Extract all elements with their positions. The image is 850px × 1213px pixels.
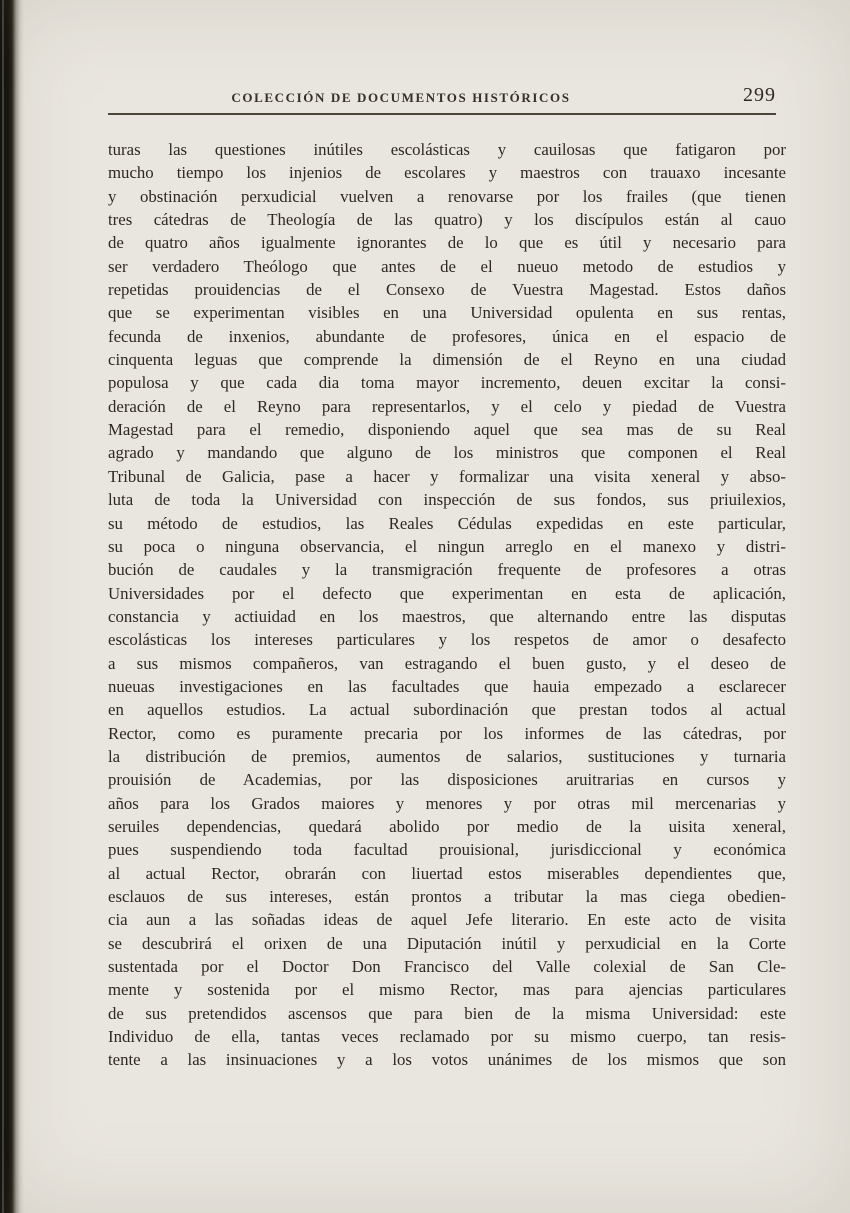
text-line: su método de estudios, las Reales Cédulas expedidas en este particular,: [108, 513, 786, 533]
text-line: se descubrirá el orixen de una Diputación inútil y perxudicial en la Corte: [108, 933, 786, 953]
text-line: mucho tiempo los injenios de escolares y maestros con trauaxo incesante: [108, 163, 786, 183]
page-number: 299: [743, 84, 776, 106]
header-rule: [108, 113, 776, 115]
text-line: en aquellos estudios. La actual subordinación que prestan todos al actual: [108, 700, 786, 720]
text-line: Individuo de ella, tantas veces reclamado por su mismo cuerpo, tan resis-: [108, 1027, 786, 1047]
text-line: Universidades por el defecto que experimentan en esta de aplicación,: [108, 583, 786, 603]
text-line: esclauos de sus intereses, están prontos a tributar la mas ciega obedien-: [108, 887, 786, 906]
text-line: de quatro años igualmente ignorantes de lo que es útil y necesario para: [108, 233, 786, 253]
text-line: bución de caudales y la transmigración frequente de profesores a otras: [108, 560, 786, 580]
body-text: [108, 138, 786, 1072]
text-line: seruiles dependencias, quedará abolido por medio de la uisita xeneral,: [108, 816, 786, 836]
running-header-title: COLECCIÓN DE DOCUMENTOS HISTÓRICOS: [231, 90, 571, 105]
text-line: luta de toda la Universidad con inspección de sus fondos, sus priuilexios,: [108, 490, 786, 510]
text-line: fecunda de inxenios, abundante de profesores, única en el espacio de: [108, 326, 786, 346]
page-header: [108, 84, 784, 114]
text-line: tres cátedras de Theología de las quatro) y los discípulos están al cauo: [108, 210, 786, 230]
text-line: años para los Grados maiores y menores y por otras mil mercenarias y: [108, 793, 786, 813]
text-line: su poca o ninguna observancia, el ningun arreglo en el manexo y distri-: [108, 536, 786, 556]
text-line: populosa y que cada dia toma mayor incremento, deuen excitar la consi-: [108, 373, 786, 393]
text-line: nueuas investigaciones en las facultades que hauia empezado a esclarecer: [108, 676, 786, 696]
text-line: sustentada por el Doctor Don Francisco del Valle colexial de San Cle-: [108, 957, 786, 977]
text-line: repetidas prouidencias de el Consexo de Vuestra Magestad. Estos daños: [108, 280, 786, 300]
text-line: y obstinación perxudicial vuelven a renovarse por los frailes (que tienen: [108, 186, 786, 206]
text-line: pues suspendiendo toda facultad prouisional, jurisdiccional y económica: [108, 840, 786, 860]
text-line: que se experimentan visibles en una Universidad opulenta en sus rentas,: [108, 303, 786, 323]
text-line: cia aun a las soñadas ideas de aquel Jefe literario. En este acto de visita: [108, 910, 786, 930]
text-line: a sus mismos compañeros, van estragando el buen gusto, y el deseo de: [108, 653, 786, 673]
text-line: Rector, como es puramente precaria por los informes de las cátedras, por: [108, 723, 786, 743]
text-line: Magestad para el remedio, disponiendo aquel que sea mas de su Real: [108, 420, 786, 440]
text-line: tente a las insinuaciones y a los votos unánimes de los mismos que son: [108, 1050, 786, 1070]
text-line: Tribunal de Galicia, pase a hacer y formalizar una visita xeneral y abso-: [108, 466, 786, 486]
text-line: de sus pretendidos ascensos que para bien de la misma Universidad: este: [108, 1003, 786, 1023]
text-line: turas las questiones inútiles escolásticas y cauilosas que fatigaron por: [108, 140, 786, 159]
text-line: la distribución de premios, aumentos de salarios, sustituciones y turnaria: [108, 746, 786, 766]
text-line: cinquenta leguas que comprende la dimensión de el Reyno en una ciudad: [108, 350, 786, 370]
text-line: agrado y mandando que alguno de los ministros que componen el Real: [108, 443, 786, 463]
book-gutter-shadow: [0, 0, 24, 1213]
text-line: mente y sostenida por el mismo Rector, mas para ajencias particulares: [108, 980, 786, 1000]
text-line: al actual Rector, obrarán con liuertad estos miserables dependientes que,: [108, 863, 786, 883]
text-line: constancia y actiuidad en los maestros, que alternando entre las disputas: [108, 606, 786, 626]
text-line: deración de el Reyno para representarlos, y el celo y piedad de Vuestra: [108, 396, 786, 416]
text-line: escolásticas los intereses particulares y los respetos de amor o desafecto: [108, 630, 786, 650]
text-line: prouisión de Academias, por las disposiciones aruitrarias en cursos y: [108, 770, 786, 790]
text-line: ser verdadero Theólogo que antes de el nueuo metodo de estudios y: [108, 256, 786, 276]
